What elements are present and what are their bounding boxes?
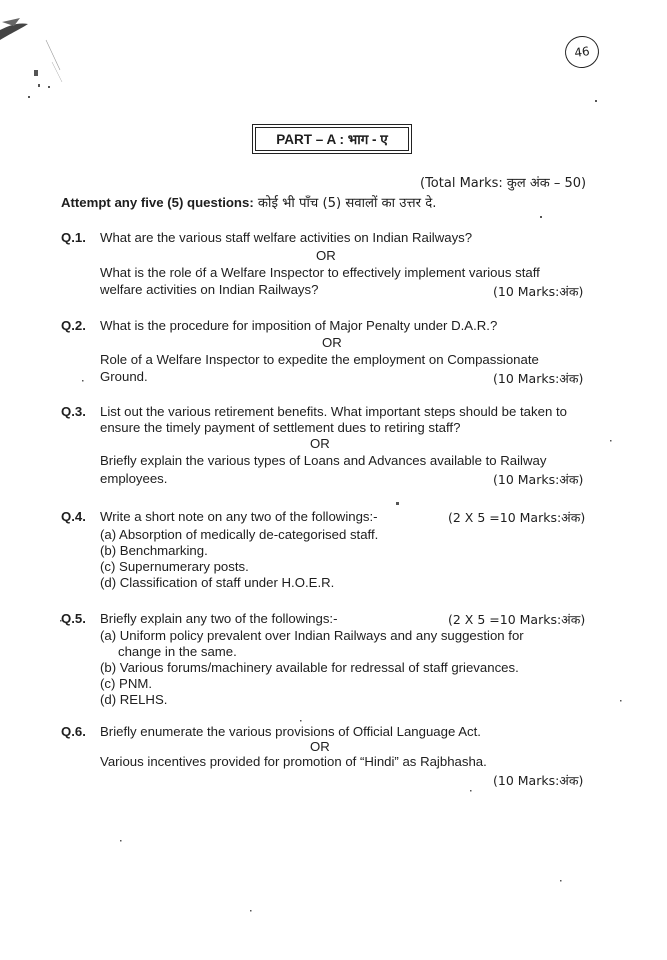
or-separator: OR bbox=[310, 739, 330, 754]
marks: (2 X 5 =10 Marks:अंक) bbox=[448, 612, 586, 627]
question-alt-text: welfare activities on Indian Railways? bbox=[100, 282, 319, 297]
question-text: List out the various retirement benefits. What important steps should be taken to bbox=[100, 404, 567, 419]
marks: (10 Marks:अंक) bbox=[493, 773, 584, 788]
speck bbox=[28, 96, 30, 98]
instruction-hindi: कोई भी पाँच (5) सवालों का उत्तर दे. bbox=[253, 196, 437, 211]
question-alt-text: What is the role of a Welfare Inspector to effectively implement various staff bbox=[100, 265, 540, 280]
marks: (10 Marks:अंक) bbox=[493, 472, 584, 487]
speck bbox=[250, 910, 252, 912]
or-separator: OR bbox=[316, 248, 336, 263]
question-text: What are the various staff welfare activities on Indian Railways? bbox=[100, 230, 473, 245]
part-title-box bbox=[252, 124, 412, 154]
list-item: (b) Various forums/machinery available for redressal of staff grievances. bbox=[100, 660, 519, 675]
total-marks: (Total Marks: कुल अंक – 50) bbox=[420, 176, 587, 191]
question-alt-text: Role of a Welfare Inspector to expedite the employment on Compassionate bbox=[100, 352, 539, 367]
question-number: Q.5. bbox=[61, 611, 86, 626]
or-separator: OR bbox=[322, 335, 342, 350]
list-item: (b) Benchmarking. bbox=[100, 543, 208, 558]
list-item: (c) Supernumerary posts. bbox=[100, 559, 249, 574]
speck bbox=[620, 700, 622, 702]
question-alt-text: employees. bbox=[100, 471, 168, 486]
speck bbox=[396, 502, 399, 505]
speck bbox=[34, 70, 38, 76]
speck bbox=[82, 380, 84, 382]
instruction-bold: Attempt any five (5) questions: bbox=[61, 195, 254, 210]
speck bbox=[38, 84, 40, 87]
list-item: change in the same. bbox=[118, 644, 237, 659]
question-number: Q.1. bbox=[61, 230, 86, 245]
question-text: ensure the timely payment of settlement dues to retiring staff? bbox=[100, 420, 461, 435]
list-item: (a) Absorption of medically de-categorised staff. bbox=[100, 527, 379, 542]
question-number: Q.3. bbox=[61, 404, 86, 419]
question-text: What is the procedure for imposition of Major Penalty under D.A.R.? bbox=[100, 318, 498, 333]
part-title: PART – A : भाग - ए bbox=[255, 127, 409, 151]
speck bbox=[595, 100, 597, 102]
list-item: (a) Uniform policy prevalent over Indian Railways and any suggestion for bbox=[100, 628, 524, 643]
question-text: Briefly explain any two of the followings:- bbox=[100, 611, 338, 626]
instruction bbox=[61, 193, 436, 211]
speck bbox=[540, 216, 542, 218]
speck bbox=[46, 40, 60, 70]
question-number: Q.4. bbox=[61, 509, 86, 524]
page-number: 46 bbox=[563, 34, 601, 70]
speck bbox=[48, 86, 50, 88]
list-item: (d) Classification of staff under H.O.E.R. bbox=[100, 575, 335, 590]
or-separator: OR bbox=[310, 436, 330, 451]
question-alt-text: Briefly explain the various types of Loans and Advances available to Railway bbox=[100, 453, 547, 468]
list-item: (d) RELHS. bbox=[100, 692, 168, 707]
question-number: Q.2. bbox=[61, 318, 86, 333]
speck bbox=[52, 62, 62, 82]
list-item: (c) PNM. bbox=[100, 676, 153, 691]
marks: (10 Marks:अंक) bbox=[493, 284, 584, 299]
speck bbox=[300, 720, 302, 722]
question-text: Briefly enumerate the various provisions of Official Language Act. bbox=[100, 724, 481, 739]
marks: (2 X 5 =10 Marks:अंक) bbox=[448, 510, 586, 525]
question-alt-text: Various incentives provided for promotion of “Hindi” as Rajbhasha. bbox=[100, 754, 487, 769]
marks: (10 Marks:अंक) bbox=[493, 371, 584, 386]
question-text: Write a short note on any two of the followings:- bbox=[100, 509, 378, 524]
speck bbox=[560, 880, 562, 882]
speck bbox=[610, 440, 612, 442]
question-number: Q.6. bbox=[61, 724, 86, 739]
speck bbox=[120, 840, 122, 842]
question-alt-text: Ground. bbox=[100, 369, 148, 384]
speck bbox=[470, 790, 472, 792]
